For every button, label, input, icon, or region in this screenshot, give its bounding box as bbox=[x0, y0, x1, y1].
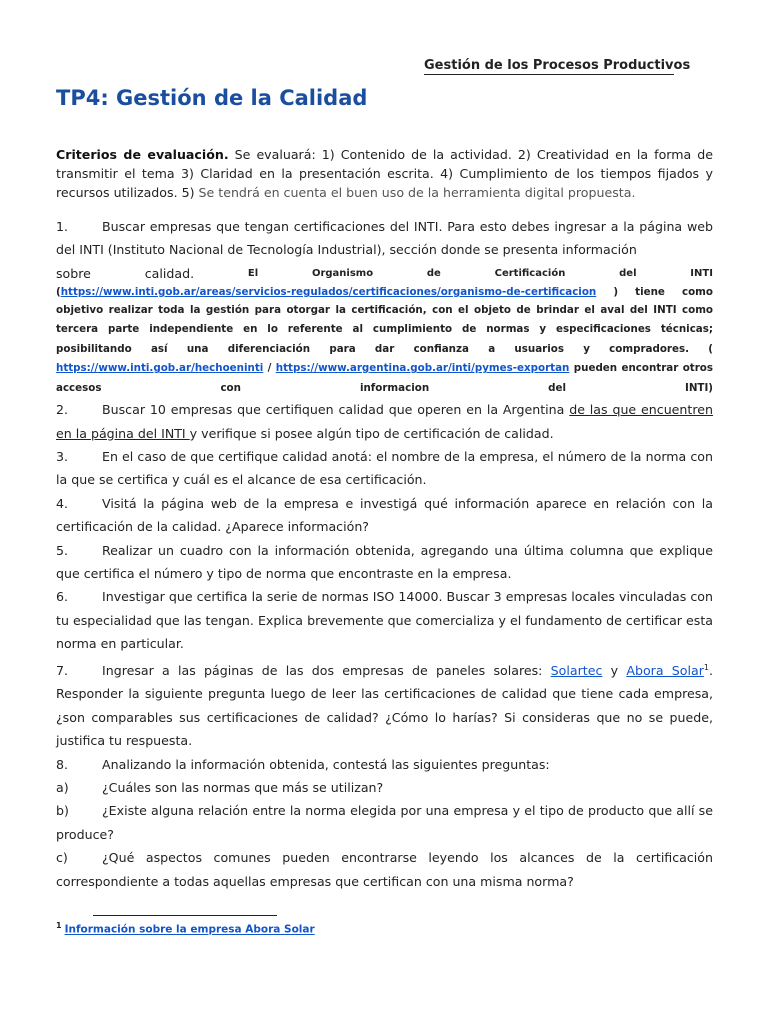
item-c bbox=[56, 846, 713, 893]
item-text: Buscar empresas que tengan certificaciones del INTI. Para esto debes ingresar a la página web del INTI (Instituto Nacional de Tecnología Industrial), sección donde se presenta información bbox=[56, 219, 713, 258]
abora-solar-link[interactable]: Abora Solar bbox=[626, 662, 704, 678]
item-text: ¿Existe alguna relación entre la norma elegida por una empresa y el tipo de producto que allí se produce? bbox=[56, 803, 713, 842]
lead-word: Certificación bbox=[494, 267, 566, 279]
item-b bbox=[56, 799, 713, 846]
solartec-link[interactable]: Solartec bbox=[550, 662, 603, 678]
item-number: 6. bbox=[56, 589, 69, 605]
item-a bbox=[56, 776, 713, 799]
item-text: ¿Cuáles son las normas que más se utilizan? bbox=[102, 779, 384, 795]
footnote-divider bbox=[93, 915, 277, 916]
item-4 bbox=[56, 492, 713, 539]
item-number: 8. bbox=[56, 756, 69, 772]
conjunction: y bbox=[602, 662, 627, 678]
item-6 bbox=[56, 585, 713, 655]
lead-word: de bbox=[426, 267, 441, 279]
footnote-number: 1 bbox=[56, 921, 62, 930]
item-text: Realizar un cuadro con la información obtenida, agregando una última columna que explique que certifica el número y tipo de norma que encontraste en la empresa. bbox=[56, 542, 713, 582]
page-header: Gestión de los Procesos Productivos bbox=[424, 58, 691, 73]
criteria-text: Se evaluará: 1) Contenido de la actividad. 2) Creatividad en la forma de transmitir el tema 3) Claridad en la presentación escrita. 4) Cumplimiento de los tiempos fijados y recursos utilizados. 5) bbox=[56, 147, 714, 200]
inti-hechoeninti-link[interactable]: https://www.inti.gob.ar/hechoeninti bbox=[56, 362, 264, 375]
item-2 bbox=[56, 398, 713, 445]
link-trailing-text: ) tiene como bbox=[596, 286, 713, 299]
footnote bbox=[56, 921, 315, 936]
lead-word: calidad. bbox=[144, 265, 195, 281]
item-3 bbox=[56, 445, 713, 492]
inti-certification-link[interactable]: https://www.inti.gob.ar/areas/servicios-regulados/certificaciones/organismo-de-certificacion bbox=[60, 286, 597, 299]
link-separator: / bbox=[263, 362, 272, 375]
page-title: TP4: Gestión de la Calidad bbox=[56, 86, 368, 110]
item-number: 2. bbox=[56, 402, 69, 418]
footnote-ref[interactable]: 1 bbox=[703, 662, 709, 672]
item-text: En el caso de que certifique calidad anotá: el nombre de la empresa, el número de la norma con la que se certifica y cuál es el alcance de esa certificación. bbox=[56, 449, 713, 488]
item-text: Analizando la información obtenida, contestá las siguientes preguntas: bbox=[102, 756, 550, 772]
item-text: Ingresar a las páginas de las dos empresas de paneles solares: bbox=[102, 662, 551, 678]
item-1-lead-line bbox=[56, 262, 713, 285]
item-number: 7. bbox=[56, 662, 69, 678]
item-1-bold-text bbox=[56, 301, 713, 399]
criteria-text-gray: Se tendrá en cuenta el buen uso de la herramienta digital propuesta. bbox=[194, 185, 636, 200]
lead-word: Organismo bbox=[311, 267, 374, 279]
underlined-text: de las que encuentren en la página del INTI bbox=[56, 402, 713, 441]
document-body bbox=[56, 145, 713, 893]
inti-pymes-exportan-link[interactable]: https://www.argentina.gob.ar/inti/pymes-exportan bbox=[275, 362, 570, 375]
link-tail-text: pueden encontrar otros accesos con informacion del INTI) bbox=[56, 362, 713, 394]
criteria-label: Criterios de evaluación. bbox=[56, 147, 229, 162]
evaluation-criteria bbox=[56, 145, 713, 202]
lead-word: El bbox=[247, 267, 259, 279]
item-number: 3. bbox=[56, 449, 69, 465]
item-number: 5. bbox=[56, 542, 69, 558]
open-paren: ( bbox=[56, 286, 61, 299]
item-text: y verifique si posee algún tipo de certificación de calidad. bbox=[189, 425, 554, 441]
item-5 bbox=[56, 539, 713, 586]
lead-word: del bbox=[619, 267, 637, 279]
abora-solar-info-link[interactable]: Información sobre la empresa Abora Solar bbox=[64, 923, 315, 936]
lead-word: INTI bbox=[690, 267, 713, 279]
item-8 bbox=[56, 753, 713, 776]
item-number: 1. bbox=[56, 219, 69, 234]
bold-description: objetivo realizar toda la gestión para otorgar la certificación, con el objeto de brindar el aval del INTI como tercera parte independiente en lo referente al cumplimiento de normas y especificaciones técnicas; posibilitando así una diferenciación para dar confianza a usuarios y compradores. ( bbox=[56, 303, 713, 355]
item-text: Visitá la página web de la empresa e investigá qué información aparece en relación con la certificación de la calidad. ¿Aparece información? bbox=[56, 495, 713, 535]
item-1-link-line bbox=[56, 283, 713, 303]
item-1 bbox=[56, 215, 713, 262]
item-text: ¿Qué aspectos comunes pueden encontrarse leyendo los alcances de la certificación correspondiente a todas aquellas empresas que certifican con una misma norma? bbox=[56, 850, 713, 889]
item-7 bbox=[56, 656, 713, 753]
item-letter: a) bbox=[56, 779, 69, 795]
item-letter: c) bbox=[56, 850, 68, 866]
item-text: Buscar 10 empresas que certifiquen calidad que operen en la Argentina bbox=[102, 402, 570, 418]
item-text: Investigar que certifica la serie de normas ISO 14000. Buscar 3 empresas locales vinculadas con tu especialidad que las tengan. Explica brevemente que comercializa y el fundamento de certificar esta norma en particular. bbox=[56, 589, 713, 652]
lead-word: sobre bbox=[56, 265, 91, 281]
item-text: . Responder la siguiente pregunta luego de leer las certificaciones de calidad que tiene cada empresa, ¿son comparables sus certificaciones de calidad? ¿Cómo lo harías? Si consideras que no se puede, justifica tu respuesta. bbox=[56, 662, 714, 749]
item-letter: b) bbox=[56, 803, 69, 819]
item-number: 4. bbox=[56, 495, 69, 511]
